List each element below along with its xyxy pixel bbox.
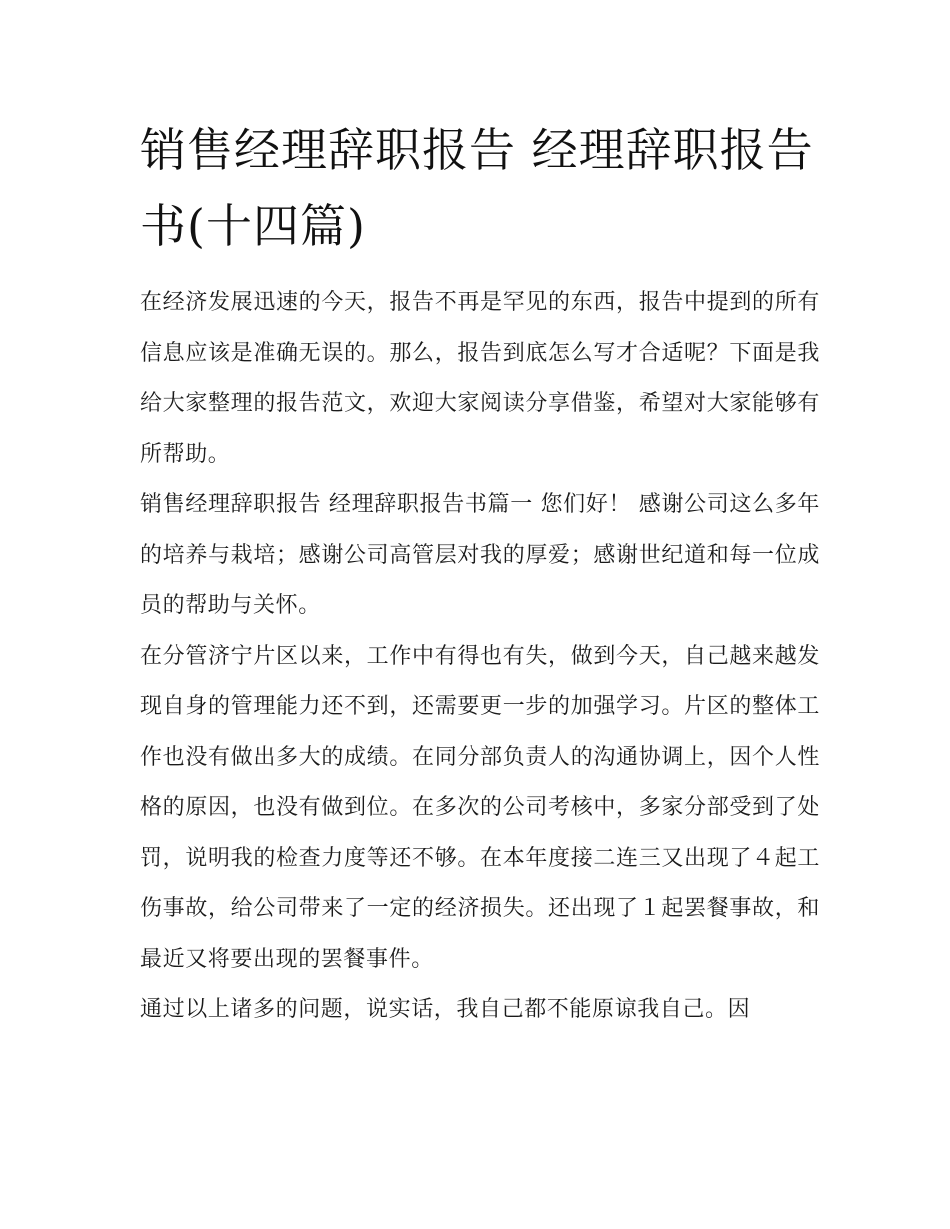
paragraph-work-review: 在分管济宁片区以来，工作中有得也有失，做到今天，自己越来越发现自身的管理能力还不到，还需要更一步的加强学习。片区的整体工作也没有做出多大的成绩。在同分部负责人的沟通协调上，因个人性格的原因，也没有做到位。在多次的公司考核中，多家分部受到了处罚，说明我的检查力度等还不够。在本年度接二连三又出现了４起工伤事故，给公司带来了一定的经济损失。还出现了１起罢餐事故，和最近又将要出现的罢餐事件。 [140,643,820,972]
paragraph-intro: 在经济发展迅速的今天，报告不再是罕见的东西，报告中提到的所有信息应该是准确无误的。那么，报告到底怎么写才合适呢？下面是我给大家整理的报告范文，欢迎大家阅读分享借鉴，希望对大家能够有所帮助。 [140,290,820,467]
document-title: 销售经理辞职报告 经理辞职报告书(十四篇) [140,123,814,253]
paragraph-conclusion: 通过以上诸多的问题，说实话，我自己都不能原谅我自己。因 [140,997,751,1022]
document-body [140,278,820,1036]
paragraph-greeting: 销售经理辞职报告 经理辞职报告书篇一 您们好！ 感谢公司这么多年的培养与栽培；感谢公司高管层对我的厚爱；感谢世纪道和每一位成员的帮助与关怀。 [140,492,820,618]
